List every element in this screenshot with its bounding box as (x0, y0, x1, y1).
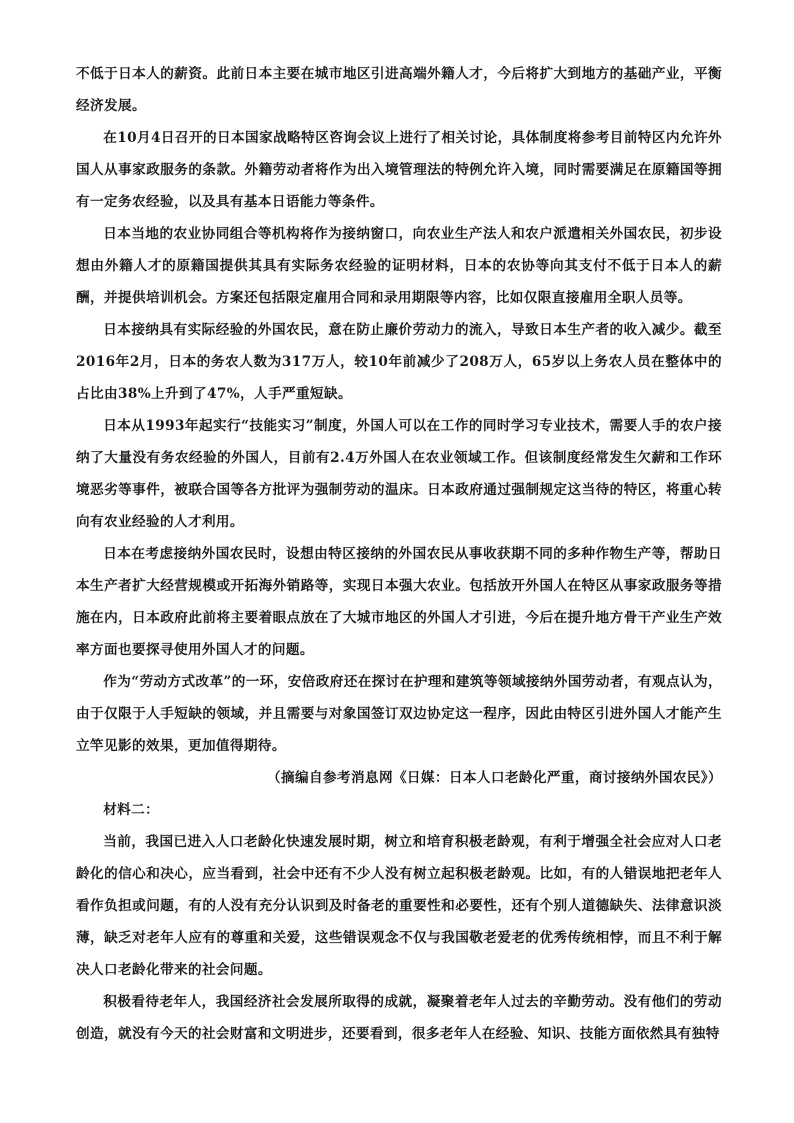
paragraph: 日本从1993年起实行“技能实习”制度，外国人可以在工作的同时学习专业技术，需要人手的农户接纳了大量没有务农经验的外国人，目前有2.4万外国人在农业领域工作。但该制度经常发生欠薪和工作环境恶劣等事件，被联合国等各方批评为强制劳动的温床。日本政府通过强制规定这当待的特区，将重心转向有农业经验的人才利用。 (76, 418, 722, 530)
source-citation: （摘编自参考消息网《日媒：日本人口老龄化严重，商讨接纳外国农民》） (267, 770, 722, 786)
paragraph: 作为“劳动方式改革”的一环，安倍政府还在探讨在护理和建筑等领域接纳外国劳动者，有观点认为，由于仅限于人手短缺的领域，并且需要与对象国签订双边协定这一程序，因此由特区引进外国人才能产生立竿见影的效果，更加值得期待。 (76, 674, 722, 754)
paragraph: 当前，我国已进入人口老龄化快速发展时期，树立和培育积极老龄观，有利于增强全社会应对人口老龄化的信心和决心，应当看到，社会中还有不少人没有树立起积极老龄观。比如，有的人错误地把老年人看作负担或问题，有的人没有充分认识到及时备老的重要性和必要性，还有个别人道德缺失、法律意识淡薄，缺乏对老年人应有的尊重和关爱，这些错误观念不仅与我国敬老爱老的优秀传统相悖，而且不利于解决人口老龄化带来的社会问题。 (76, 834, 722, 978)
document-page (76, 58, 722, 1050)
paragraph: 日本接纳具有实际经验的外国农民，意在防止廉价劳动力的流入，导致日本生产者的收入减少。截至2016年2月，日本的务农人数为317万人，较10年前减少了208万人，65岁以上务农人员在整体中的占比由38%上升到了47%，人手严重短缺。 (76, 322, 722, 402)
paragraph: 日本当地的农业协同组合等机构将作为接纳窗口，向农业生产法人和农户派遣相关外国农民，初步设想由外籍人才的原籍国提供其具有实际务农经验的证明材料，日本的农协等向其支付不低于日本人的薪酬，并提供培训机会。方案还包括限定雇用合同和录用期限等内容，比如仅限直接雇用全职人员等。 (76, 226, 722, 306)
paragraph: 积极看待老年人，我国经济社会发展所取得的成就，凝聚着老年人过去的辛勤劳动。没有他们的劳动创造，就没有今天的社会财富和文明进步，还要看到，很多老年人在经验、知识、技能方面依然具有独特 (76, 994, 722, 1042)
material-label: 材料二： (103, 802, 160, 818)
paragraph: 在10月4日召开的日本国家战略特区咨询会议上进行了相关讨论，具体制度将参考目前特区内允许外国人从事家政服务的条款。外籍劳动者将作为出入境管理法的特例允许入境，同时需要满足在原籍国等拥有一定务农经验，以及具有基本日语能力等条件。 (76, 130, 722, 210)
paragraph: 日本在考虑接纳外国农民时，设想由特区接纳的外国农民从事收获期不同的多种作物生产等，帮助日本生产者扩大经营规模或开拓海外销路等，实现日本强大农业。包括放开外国人在特区从事家政服务等措施在内，日本政府此前将主要着眼点放在了大城市地区的外国人才引进，今后在提升地方骨干产业生产效率方面也要探寻使用外国人才的问题。 (76, 546, 722, 658)
paragraph: 不低于日本人的薪资。此前日本主要在城市地区引进高端外籍人才，今后将扩大到地方的基础产业，平衡经济发展。 (76, 66, 722, 114)
